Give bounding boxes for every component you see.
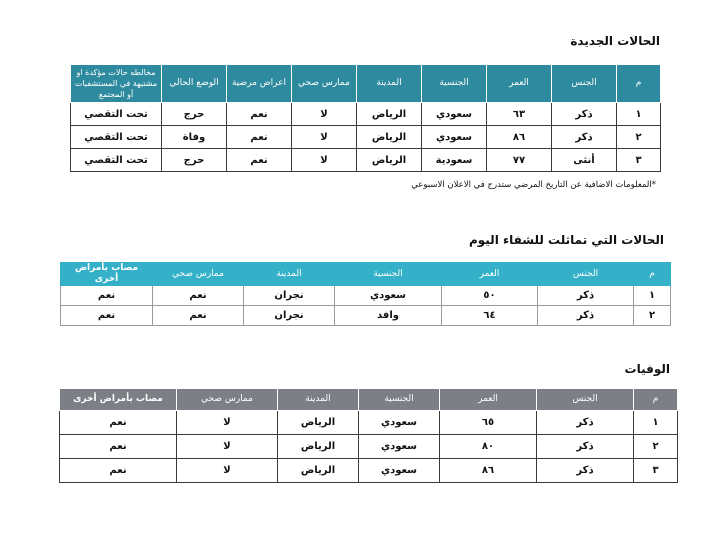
cell-health-practitioner: لا (292, 149, 357, 172)
cell-city: الرياض (357, 103, 422, 126)
header-city: المدينة (278, 389, 359, 411)
header-gender: الجنس (538, 263, 634, 286)
header-symptoms: اعراض مرضية (227, 65, 292, 103)
cell-gender: ذكر (537, 411, 634, 435)
table-row (60, 435, 678, 459)
table-header-row (60, 389, 678, 411)
cell-health-practitioner: لا (292, 126, 357, 149)
header-nationality: الجنسية (422, 65, 487, 103)
cell-other-diseases: نعم (60, 459, 177, 483)
cell-age: ٦٣ (487, 103, 552, 126)
table-header-row (71, 65, 661, 103)
cell-city: الرياض (357, 126, 422, 149)
cell-symptoms: نعم (227, 126, 292, 149)
cell-age: ٦٥ (440, 411, 537, 435)
header-gender: الجنس (552, 65, 617, 103)
cell-city: الرياض (278, 459, 359, 483)
header-age: العمر (487, 65, 552, 103)
cell-index: ١ (634, 411, 678, 435)
new-cases-title: الحالات الجديدة (570, 34, 660, 48)
cell-other-diseases: نعم (60, 411, 177, 435)
header-city: المدينة (244, 263, 335, 286)
cell-age: ٨٦ (487, 126, 552, 149)
cell-gender: ذكر (538, 306, 634, 326)
cell-index: ٢ (634, 435, 678, 459)
table-row (71, 126, 661, 149)
cell-other-diseases: نعم (61, 286, 153, 306)
cell-city: نجران (244, 306, 335, 326)
cell-health-practitioner: لا (177, 411, 278, 435)
recovered-table (60, 262, 671, 326)
cell-index: ٣ (617, 149, 661, 172)
cell-other-diseases: نعم (61, 306, 153, 326)
table-row (60, 459, 678, 483)
header-other-diseases: مصاب بأمراض أخرى (61, 263, 153, 286)
cell-nationality: سعودي (335, 286, 442, 306)
cell-health-practitioner: لا (292, 103, 357, 126)
cell-age: ٨٠ (440, 435, 537, 459)
header-age: العمر (440, 389, 537, 411)
table-row (71, 103, 661, 126)
cell-city: نجران (244, 286, 335, 306)
cell-index: ٢ (634, 306, 671, 326)
header-nationality: الجنسية (359, 389, 440, 411)
cell-contact: تحت التقصي (71, 149, 162, 172)
deaths-table (59, 388, 678, 483)
header-other-diseases: مصاب بأمراض أخرى (60, 389, 177, 411)
cell-symptoms: نعم (227, 149, 292, 172)
header-index: م (634, 263, 671, 286)
cell-nationality: سعودي (422, 126, 487, 149)
cell-index: ٢ (617, 126, 661, 149)
cell-gender: ذكر (537, 459, 634, 483)
header-gender: الجنس (537, 389, 634, 411)
cell-nationality: سعودي (422, 103, 487, 126)
header-city: المدينة (357, 65, 422, 103)
cell-other-diseases: نعم (60, 435, 177, 459)
cell-city: الرياض (278, 411, 359, 435)
cell-nationality: وافد (335, 306, 442, 326)
cell-nationality: سعودي (359, 411, 440, 435)
cell-current-status: حرج (162, 103, 227, 126)
table-row (60, 411, 678, 435)
header-index: م (617, 65, 661, 103)
cell-age: ٦٤ (442, 306, 538, 326)
cell-symptoms: نعم (227, 103, 292, 126)
cell-health-practitioner: لا (177, 459, 278, 483)
header-age: العمر (442, 263, 538, 286)
cell-age: ٥٠ (442, 286, 538, 306)
cell-nationality: سعودية (422, 149, 487, 172)
cell-gender: ذكر (538, 286, 634, 306)
cell-current-status: وفاة (162, 126, 227, 149)
table-row (71, 149, 661, 172)
header-health-practitioner: ممارس صحي (177, 389, 278, 411)
cell-contact: تحت التقصي (71, 103, 162, 126)
cell-city: الرياض (278, 435, 359, 459)
cell-index: ١ (634, 286, 671, 306)
cell-index: ١ (617, 103, 661, 126)
recovered-title: الحالات التي تماثلت للشفاء اليوم (468, 233, 664, 247)
cell-index: ٣ (634, 459, 678, 483)
cell-nationality: سعودي (359, 459, 440, 483)
cell-gender: ذكر (552, 103, 617, 126)
header-contact: مخالطه حالات مؤكدة او مشتبهة في المستشفيات أو المجتمع (71, 65, 162, 103)
cell-health-practitioner: لا (177, 435, 278, 459)
header-current-status: الوضع الحالي (162, 65, 227, 103)
cell-gender: أنثى (552, 149, 617, 172)
cell-health-practitioner: نعم (153, 306, 244, 326)
header-index: م (634, 389, 678, 411)
cell-age: ٨٦ (440, 459, 537, 483)
cell-nationality: سعودي (359, 435, 440, 459)
cell-gender: ذكر (537, 435, 634, 459)
deaths-title: الوفيات (624, 362, 670, 376)
cell-city: الرياض (357, 149, 422, 172)
table-row (61, 286, 671, 306)
table-header-row (61, 263, 671, 286)
cell-contact: تحت التقصي (71, 126, 162, 149)
cell-gender: ذكر (552, 126, 617, 149)
table-row (61, 306, 671, 326)
header-nationality: الجنسية (335, 263, 442, 286)
cell-age: ٧٧ (487, 149, 552, 172)
cell-current-status: حرج (162, 149, 227, 172)
cell-health-practitioner: نعم (153, 286, 244, 306)
header-health-practitioner: ممارس صحي (292, 65, 357, 103)
footnote: *المعلومات الاضافية عن التاريخ المرضي ستدرج في الاعلان الاسبوعي (411, 180, 656, 190)
header-health-practitioner: ممارس صحي (153, 263, 244, 286)
new-cases-table (70, 64, 661, 172)
